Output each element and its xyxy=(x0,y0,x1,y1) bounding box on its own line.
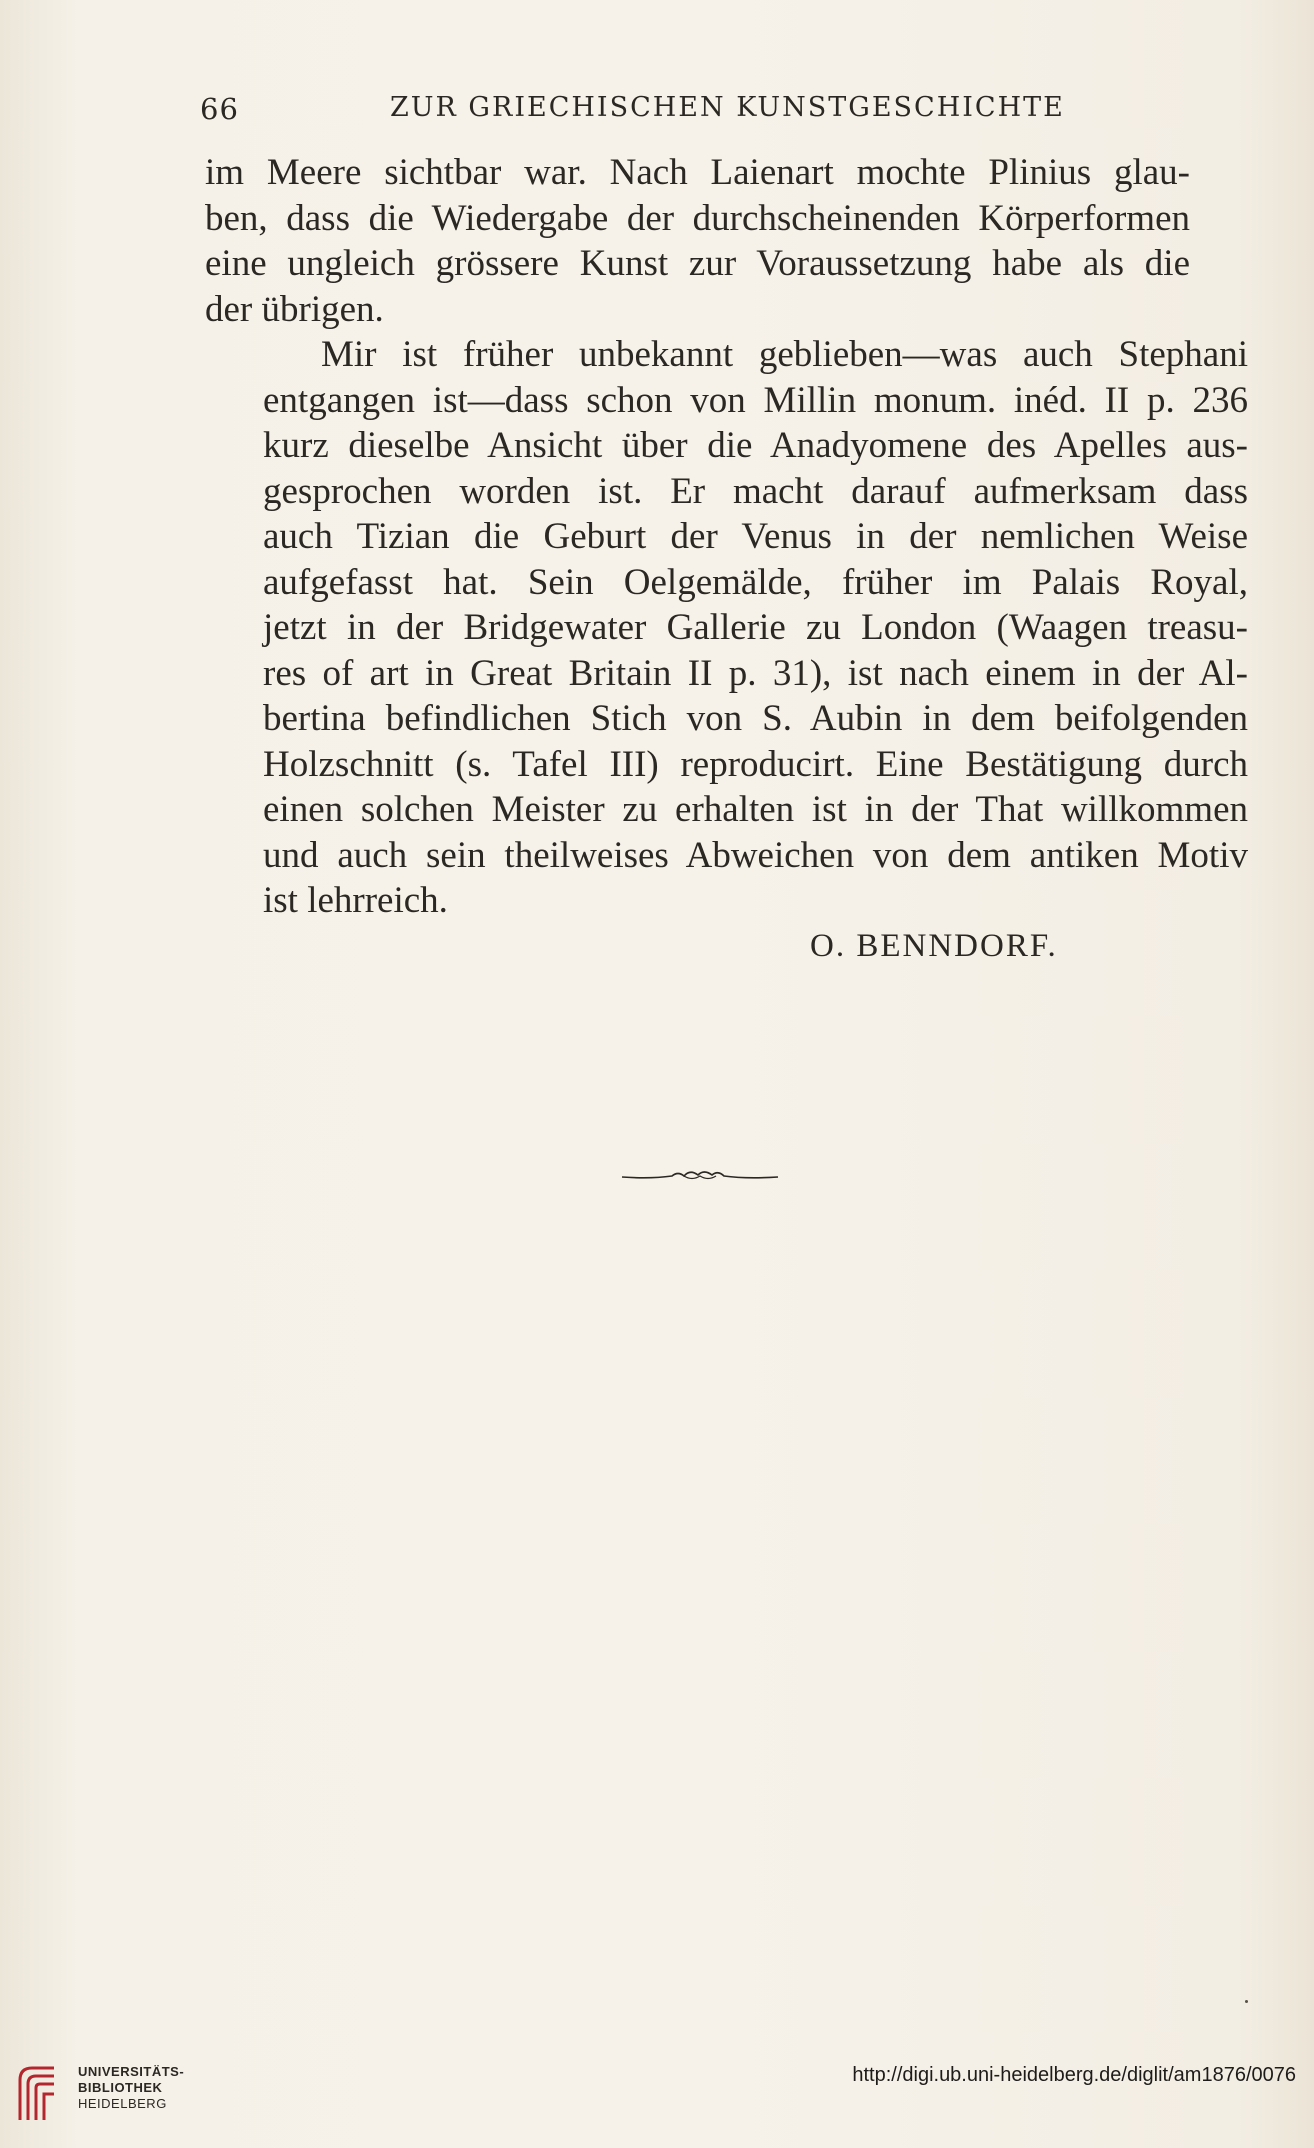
text-line: im Meere sichtbar war. Nach Laienart mochte Plinius glau- xyxy=(205,152,1190,193)
text-line: gesprochen worden ist. Er macht darauf aufmerksam dass xyxy=(263,470,1248,512)
text-line: kurz dieselbe Ansicht über die Anadyomene des Apelles aus- xyxy=(263,425,1248,466)
library-name xyxy=(78,2064,184,2112)
text-line: res of art in Great Britain II p. 31), ist nach einem in der Al- xyxy=(263,652,1248,694)
paragraph-1 xyxy=(205,150,1190,332)
text-line: Mir ist früher unbekannt geblieben—was auch Stephani xyxy=(321,334,1248,375)
text-line: Holzschnitt (s. Tafel III) reproducirt. Eine Bestätigung durch xyxy=(263,743,1248,785)
text-line: und auch sein theilweises Abweichen von dem antiken Motiv xyxy=(263,834,1248,876)
library-line-2: BIBLIOTHEK xyxy=(78,2080,163,2095)
page-number: 66 xyxy=(200,92,239,126)
text-line: aufgefasst hat. Sein Oelgemälde, früher im Palais Royal, xyxy=(263,561,1248,603)
text-line: einen solchen Meister zu erhalten ist in der That willkommen xyxy=(263,789,1248,830)
text-line: jetzt in der Bridgewater Gallerie zu London (Waagen treasu- xyxy=(263,607,1248,648)
text-line: eine ungleich grössere Kunst zur Voraussetzung habe als die xyxy=(205,243,1190,284)
text-line: auch Tizian die Geburt der Venus in der nemlichen Weise xyxy=(263,516,1248,557)
running-title: ZUR GRIECHISCHEN KUNSTGESCHICHTE xyxy=(390,92,1065,123)
scan-speck xyxy=(1245,2000,1248,2003)
text-line: bertina befindlichen Stich von S. Aubin in dem beifolgenden xyxy=(263,698,1248,739)
library-line-1: UNIVERSITÄTS- xyxy=(78,2064,185,2079)
library-logo xyxy=(14,2058,184,2138)
page-header xyxy=(200,92,1200,132)
text-line: ben, dass die Wiedergabe der durchscheinenden Körperformen xyxy=(205,197,1190,239)
author-signature: O. BENNDORF. xyxy=(810,928,1058,964)
body-text xyxy=(205,150,1248,924)
text-line: ist lehrreich. xyxy=(263,880,448,921)
text-line: entgangen ist—dass schon von Millin monum. inéd. II p. 236 xyxy=(263,379,1248,421)
source-url-link[interactable]: http://digi.ub.uni-heidelberg.de/diglit/am1876/0076 xyxy=(852,2064,1296,2086)
library-logo-icon xyxy=(14,2060,66,2124)
paragraph-2 xyxy=(205,332,1248,924)
ornament-divider-icon xyxy=(620,1165,780,1185)
text-line: der übrigen. xyxy=(205,288,384,330)
library-line-3: HEIDELBERG xyxy=(78,2096,167,2111)
